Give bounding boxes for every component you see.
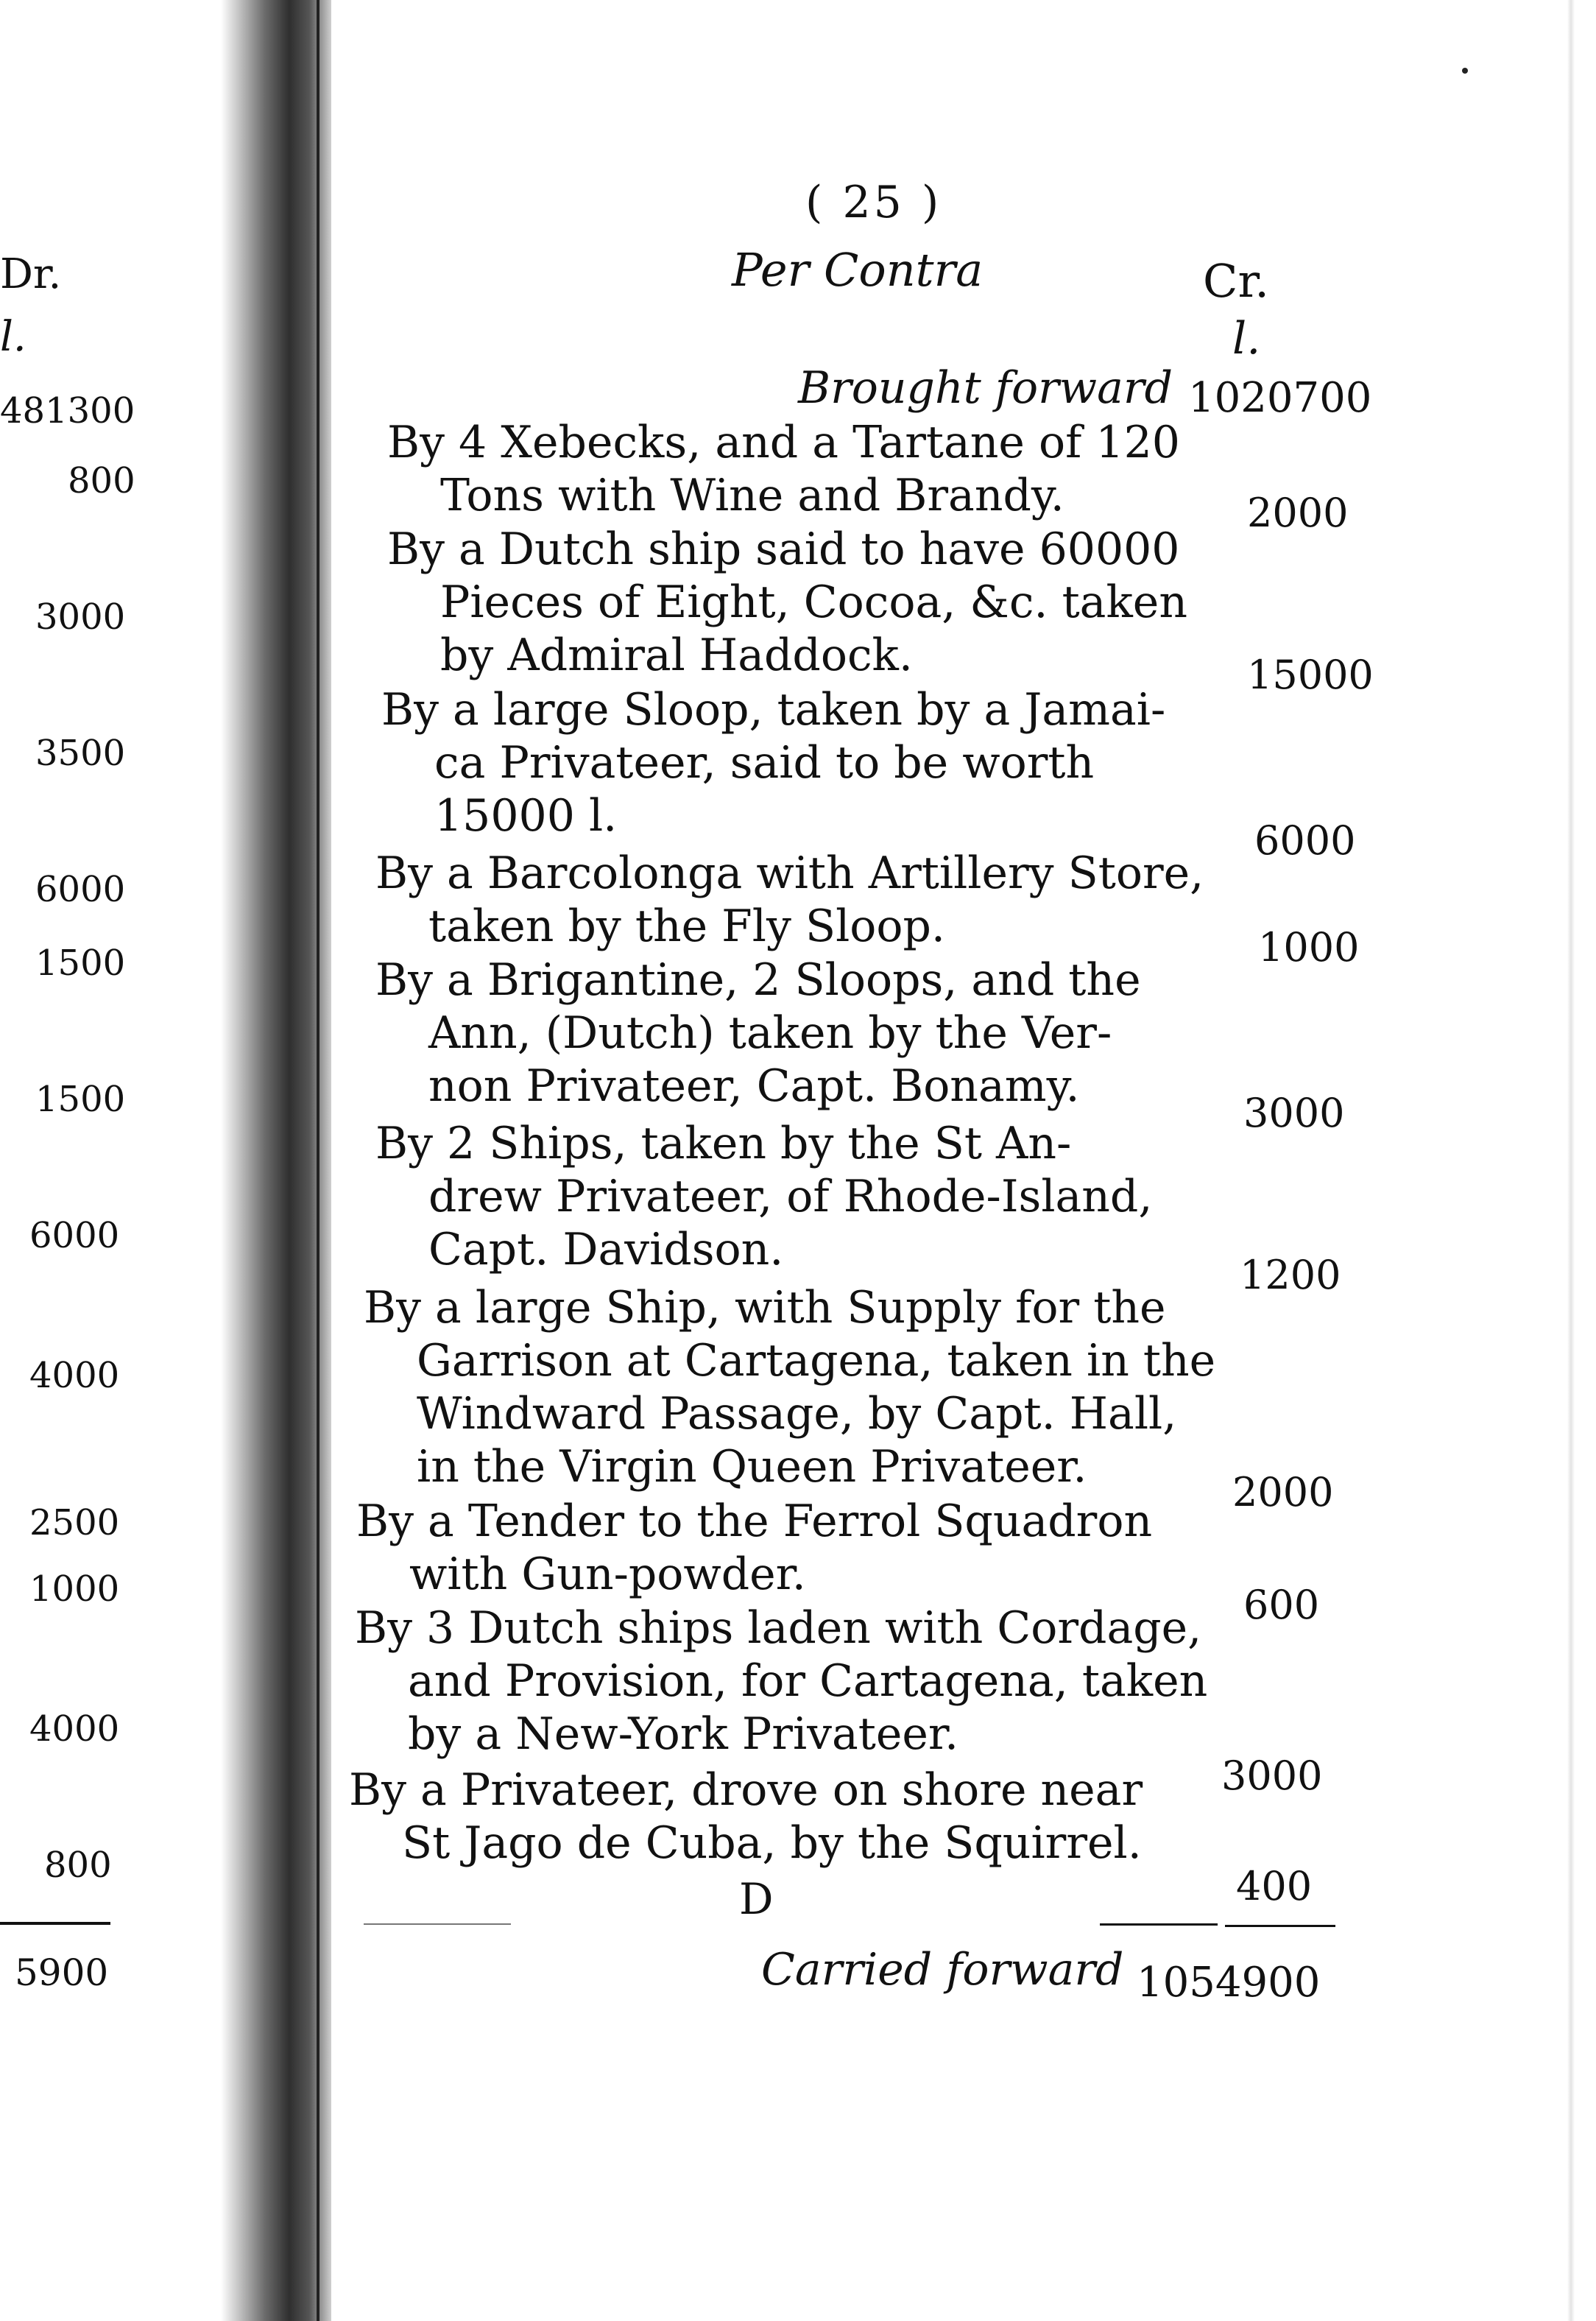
brought-forward-amount: 1020700 [1188, 374, 1372, 422]
entry-line: with Gun-powder. [409, 1549, 806, 1600]
entry-line: By a Dutch ship said to have 60000 [387, 524, 1180, 575]
left-amount: 481300 [0, 390, 135, 432]
total-rule [1225, 1925, 1335, 1927]
left-total: 5900 [15, 1951, 109, 1994]
entry-line: taken by the Fly Sloop. [428, 901, 945, 952]
ink-speck [1462, 68, 1468, 74]
left-amount: 2500 [29, 1502, 120, 1543]
entry-amount: 6000 [1254, 817, 1356, 864]
left-amount: 4000 [29, 1355, 120, 1396]
page-number: ( 25 ) [805, 177, 942, 228]
carried-forward-label: Carried forward [761, 1944, 1124, 1996]
ledger-entry [375, 1117, 1244, 1276]
entry-line: and Provision, for Cartagena, taken [408, 1655, 1208, 1707]
credit-heading: Cr. [1203, 254, 1269, 308]
entry-amount: 2000 [1232, 1469, 1334, 1515]
left-amount: 6000 [35, 869, 126, 910]
entry-amount: 3000 [1221, 1753, 1323, 1799]
credit-unit: l. [1232, 313, 1261, 364]
entry-line: in the Virgin Queen Privateer. [417, 1441, 1087, 1493]
ledger-entry [375, 954, 1244, 1113]
entry-line: Windward Passage, by Capt. Hall, [417, 1388, 1177, 1440]
running-head: Per Contra [732, 243, 984, 297]
faint-rule [364, 1923, 511, 1925]
book-gutter [221, 0, 331, 2321]
entry-amount: 1200 [1240, 1252, 1341, 1298]
entry-line: By 2 Ships, taken by the St An- [375, 1118, 1072, 1169]
left-amount: 1500 [35, 1079, 126, 1120]
ledger-entry [387, 523, 1256, 682]
entry-line: by Admiral Haddock. [440, 630, 913, 681]
left-amount: 3000 [35, 596, 126, 638]
left-amount: 3500 [35, 733, 126, 774]
page-edge [1567, 0, 1575, 2321]
left-dr-heading: Dr. [0, 250, 62, 298]
left-page-fragment [0, 0, 221, 2321]
ledger-entry [375, 847, 1244, 953]
ledger-entry [387, 416, 1256, 522]
left-amount: 800 [68, 460, 135, 501]
entry-line: drew Privateer, of Rhode-Island, [428, 1171, 1153, 1222]
entry-amount: 15000 [1247, 652, 1374, 698]
total-rule [1100, 1923, 1218, 1926]
entry-line: Ann, (Dutch) taken by the Ver- [428, 1007, 1112, 1059]
entry-line: By a large Ship, with Supply for the [364, 1282, 1166, 1334]
ledger-entry [349, 1764, 1218, 1870]
entry-line: Pieces of Eight, Cocoa, &c. taken [440, 577, 1187, 628]
entry-line: By a Barcolonga with Artillery Store, [375, 848, 1204, 899]
left-amount: 6000 [29, 1215, 120, 1256]
entry-amount: 1000 [1258, 924, 1360, 971]
entry-line: By a Brigantine, 2 Sloops, and the [375, 954, 1141, 1006]
left-total-rule [0, 1922, 110, 1925]
entry-amount: 3000 [1243, 1090, 1345, 1136]
entry-line: By a Tender to the Ferrol Squadron [356, 1496, 1153, 1547]
entry-line: by a New-York Privateer. [408, 1708, 959, 1760]
entry-line: Capt. Davidson. [428, 1224, 784, 1275]
ledger-entry [381, 683, 1250, 842]
entry-line: By a large Sloop, taken by a Jamai- [381, 684, 1166, 736]
entry-amount: 400 [1236, 1863, 1313, 1909]
entry-line: non Privateer, Capt. Bonamy. [428, 1060, 1080, 1112]
signature-mark: D [739, 1874, 774, 1924]
entry-line: ca Privateer, said to be worth [434, 737, 1095, 789]
entry-line: 15000 l. [434, 790, 618, 842]
ledger-entry [364, 1281, 1232, 1493]
left-amount: 1000 [29, 1568, 120, 1610]
ledger-entry [355, 1602, 1224, 1761]
left-amount: 800 [44, 1845, 112, 1886]
left-amount: 1500 [35, 943, 126, 984]
ledger-page [319, 0, 1596, 2321]
entry-line: By 4 Xebecks, and a Tartane of 120 [387, 417, 1180, 468]
brought-forward-label: Brought forward [798, 362, 1173, 414]
entry-amount: 600 [1243, 1582, 1320, 1628]
left-amount: 4000 [29, 1708, 120, 1750]
ledger-entry [356, 1495, 1225, 1601]
carried-forward-amount: 1054900 [1137, 1959, 1321, 2007]
left-unit: l. [0, 313, 27, 361]
entry-line: By 3 Dutch ships laden with Cordage, [355, 1602, 1202, 1654]
entry-line: By a Privateer, drove on shore near [349, 1764, 1143, 1816]
entry-amount: 2000 [1247, 490, 1349, 536]
entry-line: Tons with Wine and Brandy. [440, 470, 1064, 521]
entry-line: St Jago de Cuba, by the Squirrel. [402, 1817, 1142, 1869]
entry-line: Garrison at Cartagena, taken in the [417, 1335, 1216, 1387]
